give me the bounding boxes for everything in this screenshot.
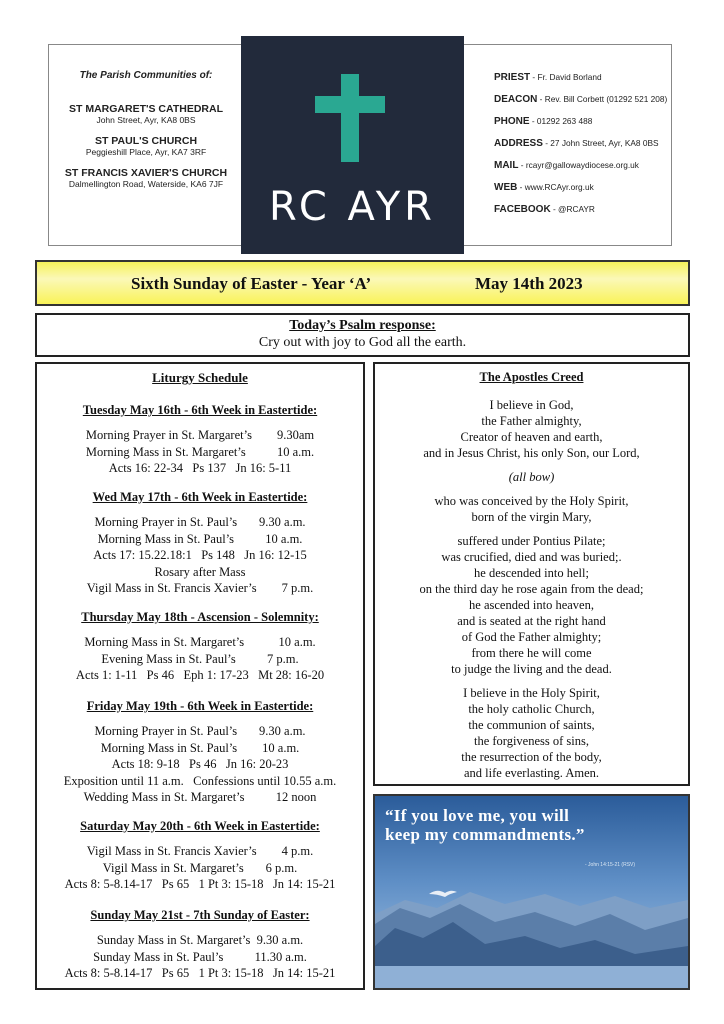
contact-value: - Fr. David Borland [530, 72, 602, 82]
psalm-text: Cry out with joy to God all the earth. [258, 335, 467, 350]
quote-reference: - John 14:15-21 (RSV) [585, 862, 636, 868]
apostles-creed [373, 362, 690, 786]
liturgy-title: Liturgy Schedule [152, 370, 248, 385]
schedule-line: Acts 16: 22-34 Ps 137 Jn 16: 5-11 [108, 461, 292, 475]
day-wednesday [37, 490, 363, 597]
schedule-line: Rosary after Mass [154, 564, 246, 579]
day-thursday [37, 610, 363, 684]
day-heading: Wed May 17th - 6th Week in Eastertide: [92, 490, 308, 504]
creed-line: the holy catholic Church, [468, 702, 595, 716]
contact-label: FACEBOOK [494, 204, 551, 215]
contact-label: ADDRESS [494, 138, 543, 149]
creed-line: suffered under Pontius Pilate; [457, 534, 606, 548]
schedule-line: Exposition until 11 a.m. Confessions until 10.55 a.m. [63, 773, 337, 788]
creed-line: he descended into hell; [474, 566, 589, 580]
contact-deacon [494, 94, 672, 116]
day-heading: Saturday May 20th - 6th Week in Eastertide: [80, 819, 320, 833]
contact-label: DEACON [494, 94, 538, 105]
creed-line: to judge the living and the dead. [451, 662, 612, 676]
schedule-line: Acts 18: 9-18 Ps 46 Jn 16: 20-23 [111, 757, 289, 771]
schedule-line: Sunday Mass in St. Paul’s 11.30 a.m. [93, 949, 307, 964]
lake [375, 966, 688, 988]
contact-priest [494, 72, 672, 94]
schedule-line: Acts 17: 15.22.18:1 Ps 148 Jn 16: 12-15 [93, 548, 307, 562]
creed-line: who was conceived by the Holy Spirit, [434, 494, 629, 508]
creed-line: the communion of saints, [468, 718, 595, 732]
parish-intro: The Parish Communities of: [79, 70, 213, 81]
schedule-line: Evening Mass in St. Paul’s 7 p.m. [101, 651, 299, 666]
creed-paragraph [375, 533, 688, 677]
contact-address [494, 138, 672, 160]
contact-label: WEB [494, 182, 518, 193]
quote-line: keep my commandments.” [385, 825, 585, 844]
creed-line: I believe in the Holy Spirit, [463, 686, 600, 700]
contact-value: - Rev. Bill Corbett (01292 521 208) [537, 94, 668, 104]
contact-label: MAIL [494, 160, 519, 171]
psalm-box [35, 313, 690, 357]
schedule-line: Morning Mass in St. Paul’s 10 a.m. [100, 740, 300, 755]
creed-line: the Father almighty, [481, 414, 582, 428]
church-address-st-francis-xavier: Dalmellington Road, Waterside, KA6 7JF [68, 179, 224, 189]
schedule-line: Acts 1: 1-11 Ps 46 Eph 1: 17-23 Mt 28: 16-20 [75, 668, 325, 682]
creed-line: I believe in God, [489, 398, 574, 412]
creed-line: and life everlasting. Amen. [463, 766, 600, 780]
creed-line: born of the virgin Mary, [471, 510, 592, 524]
creed-paragraph [375, 469, 688, 485]
schedule-line: Sunday Mass in St. Margaret’s 9.30 a.m. [96, 933, 304, 947]
liturgy-schedule [35, 362, 365, 990]
creed-title: The Apostles Creed [479, 370, 584, 384]
contact-value: - www.RCAyr.org.uk [517, 182, 594, 192]
contact-phone [494, 116, 672, 138]
creed-line: of God the Father almighty; [461, 630, 602, 644]
creed-line: he ascended into heaven, [469, 598, 594, 612]
church-name-st-pauls: ST PAUL'S CHURCH [94, 135, 198, 147]
day-saturday [37, 819, 363, 893]
creed-line: and is seated at the right hand [457, 614, 606, 628]
schedule-line: Morning Mass in St. Paul’s 10 a.m. [97, 531, 303, 546]
creed-rubric: (all bow) [508, 470, 555, 484]
day-tuesday [37, 403, 363, 477]
schedule-line: Morning Prayer in St. Paul’s 9.30 a.m. [94, 724, 306, 738]
day-sunday [37, 908, 363, 982]
logo-text: RC AYR [269, 184, 436, 230]
contact-web [494, 182, 672, 204]
church-address-st-margarets: John Street, Ayr, KA8 0BS [96, 115, 196, 125]
schedule-line: Acts 8: 5-8.14-17 Ps 65 1 Pt 3: 15-18 Jn 14: 15-21 [64, 966, 336, 980]
psalm-title: Today’s Psalm response: [289, 318, 436, 333]
scripture-quote [385, 806, 681, 844]
creed-paragraph [375, 397, 688, 461]
creed-line: the forgiveness of sins, [473, 734, 590, 748]
schedule-line: Vigil Mass in St. Francis Xavier’s 7 p.m. [86, 581, 314, 595]
contact-details [494, 72, 672, 226]
day-heading: Sunday May 21st - 7th Sunday of Easter: [90, 908, 310, 922]
day-heading: Tuesday May 16th - 6th Week in Eastertide: [82, 403, 318, 417]
creed-paragraph [375, 685, 688, 781]
day-heading: Friday May 19th - 6th Week in Eastertide: [86, 699, 314, 713]
creed-line: on the third day he rose again from the dead; [419, 582, 644, 596]
creed-line: the resurrection of the body, [461, 750, 602, 764]
schedule-line: Morning Mass in St. Margaret’s 10 a.m. [85, 444, 315, 459]
contact-value: - @RCAYR [550, 204, 595, 214]
creed-line: Creator of heaven and earth, [460, 430, 603, 444]
day-heading: Thursday May 18th - Ascension - Solemnity: [81, 610, 319, 624]
creed-line: was crucified, died and was buried;. [441, 550, 622, 564]
schedule-line: Vigil Mass in St. Margaret’s 6 p.m. [102, 860, 298, 875]
creed-line: from there he will come [471, 646, 592, 660]
page-title: Sixth Sunday of Easter - Year ‘A’ [131, 274, 372, 293]
creed-paragraph [375, 493, 688, 525]
quote-line: “If you love me, you will [385, 806, 570, 825]
schedule-line: Wedding Mass in St. Margaret’s 12 noon [83, 790, 317, 804]
parish-communities [58, 70, 234, 199]
scripture-picture [373, 794, 690, 990]
contact-value: - rcayr@gallowaydiocese.org.uk [518, 160, 639, 170]
schedule-line: Morning Mass in St. Margaret’s 10 a.m. [84, 635, 316, 649]
day-friday [37, 699, 363, 806]
schedule-line: Acts 8: 5-8.14-17 Ps 65 1 Pt 3: 15-18 Jn 14: 15-21 [64, 877, 336, 891]
logo [241, 36, 464, 254]
contact-label: PHONE [494, 116, 530, 127]
contact-value: - 01292 263 488 [529, 116, 593, 126]
creed-line: and in Jesus Christ, his only Son, our Lord, [423, 446, 640, 460]
church-address-st-pauls: Peggieshill Place, Ayr, KA7 3RF [85, 147, 207, 157]
page-date: May 14th 2023 [475, 274, 583, 293]
schedule-line: Morning Prayer in St. Margaret’s 9.30am [85, 428, 315, 442]
contact-label: PRIEST [494, 72, 531, 83]
cross-icon [341, 74, 359, 162]
contact-facebook [494, 204, 672, 226]
schedule-line: Morning Prayer in St. Paul’s 9.30 a.m. [94, 515, 306, 529]
church-name-st-francis-xavier: ST FRANCIS XAVIER'S CHURCH [64, 167, 228, 179]
cross-icon-bar [315, 96, 385, 113]
contact-value: - 27 John Street, Ayr, KA8 0BS [542, 138, 659, 148]
church-name-st-margarets: ST MARGARET'S CATHEDRAL [69, 103, 223, 115]
contact-mail [494, 160, 672, 182]
title-band [35, 260, 690, 306]
schedule-line: Vigil Mass in St. Francis Xavier’s 4 p.m. [86, 844, 314, 858]
